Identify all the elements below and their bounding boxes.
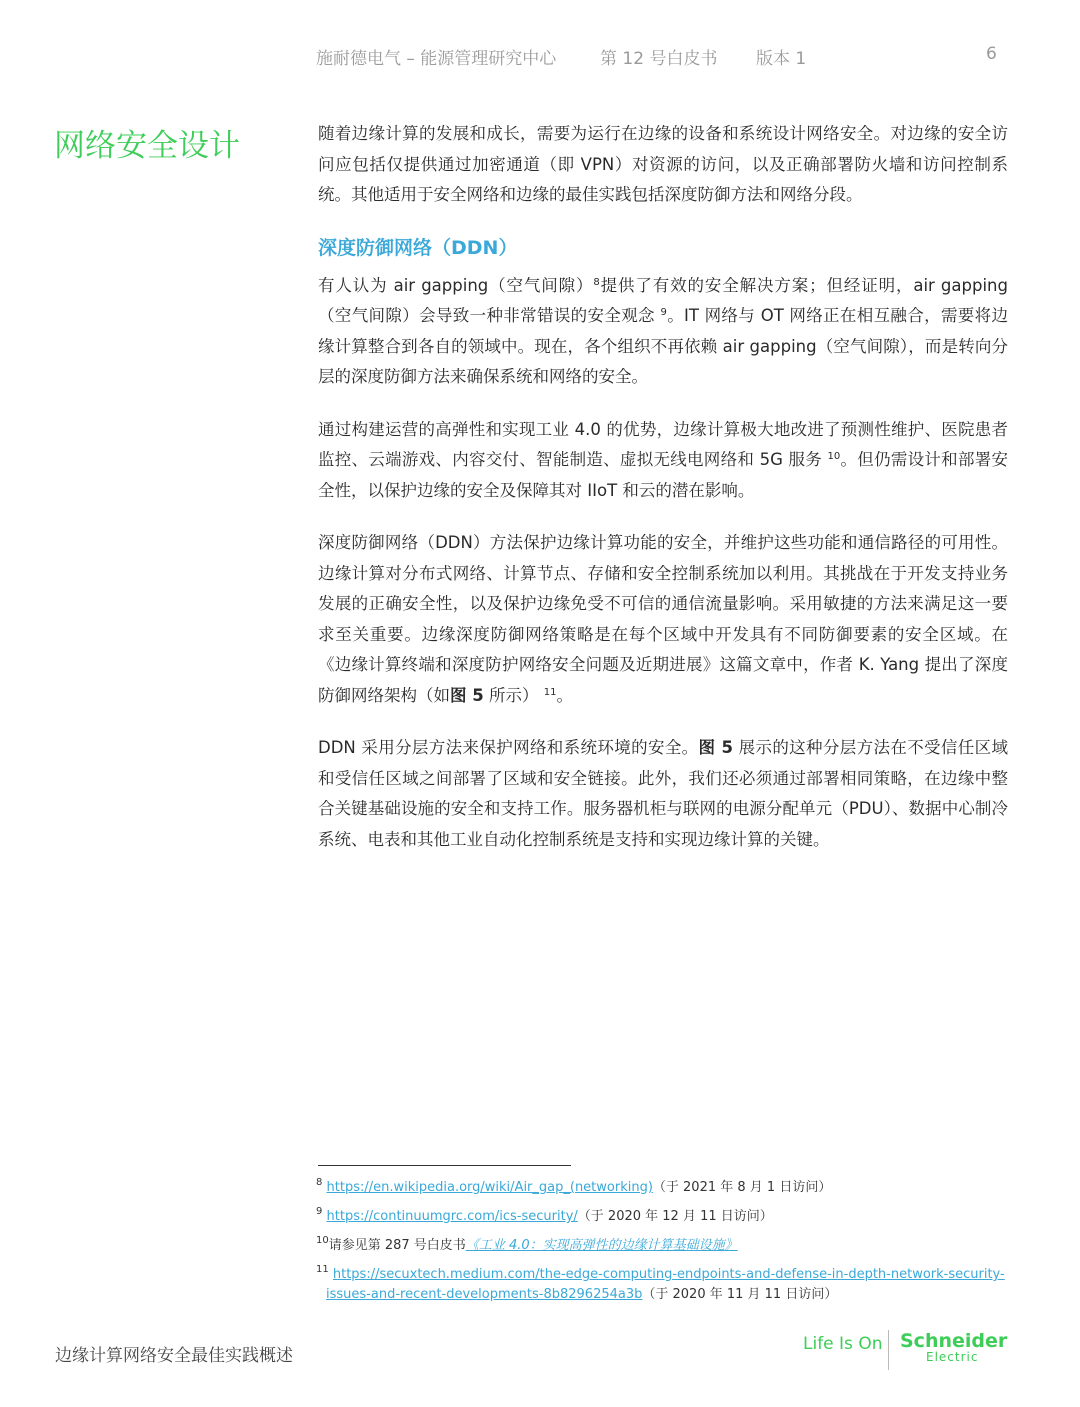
brand-divider <box>888 1330 889 1370</box>
footnote-divider <box>318 1165 571 1166</box>
paragraph-2: 通过构建运营的高弹性和实现工业 4.0 的优势，边缘计算极大地改进了预测性维护、医院患者监控、云端游戏、内容交付、智能制造、虚拟无线电网络和 5G 服务 $^{10}$。但仍需设计和部署安全性，以保护边缘的安全及保障其对 IIoT 和云的潜在影响。 <box>318 419 1008 500</box>
footnote-ref-9[interactable]: 9 <box>660 307 667 318</box>
footnote-11: $^{11}$ https://secuxtech.medium.com/the-edge-computing-endpoints-and-defense-in-depth-network-security- issues-and-recent-developments-8b8296254a3b（于 2020 年 11 月 11 日访问） <box>316 1264 1005 1302</box>
figure-ref: 图 5 <box>698 738 733 757</box>
footnotes <box>316 1178 1006 1314</box>
header-company: 施耐德电气 – 能源管理研究中心 <box>316 49 557 69</box>
paragraph-4: DDN 采用分层方法来保护网络和系统环境的安全。图 5 展示的这种分层方法在不受信任区域和受信任区域之间部署了区域和安全链接。此外，我们还必须通过部署相同策略，在边缘中整合关键基础设施的安全和支持工作。服务器机柜与联网的电源分配单元（PDU）、数据中心制冷系统、电表和其他工业自动化控制系统是支持和实现边缘计算的关键。 <box>318 738 1008 849</box>
footnote-ref-10[interactable]: 10 <box>827 451 841 462</box>
footnote-ref-11[interactable]: 11 <box>543 686 557 698</box>
footnote-10-link[interactable]: 《工业 4.0：实现高弹性的边缘计算基础设施》 <box>465 1238 738 1253</box>
footnote-8: $^8$ https://en.wikipedia.org/wiki/Air_gap_(networking)（于 2021 年 8 月 1 日访问） <box>316 1177 832 1195</box>
figure-ref: 图 5 <box>450 685 484 705</box>
brand-tagline: Life Is On <box>803 1334 883 1354</box>
paragraph-1: 有人认为 air gapping（空气间隙）$^8$提供了有效的安全解决方案；但经证明，air gapping（空气间隙）会导致一种非常错误的安全观念 $^9$。IT 网络与 OT 网络正在相互融合，需要将边缘计算整合到各自的领域中。现在，各个组织不再依赖 air gapping（空气间隙），而是转向分层的深度防御方法来确保系统和网络的安全。 <box>318 275 1008 386</box>
footnote-9-link[interactable]: https://continuumgrc.com/ics-security/ <box>326 1209 578 1224</box>
footnote-11-link-cont[interactable]: issues-and-recent-developments-8b8296254a3b <box>326 1287 643 1302</box>
section-heading: 深度防御网络（DDN） <box>318 236 518 259</box>
header-page-number: 6 <box>986 44 997 64</box>
page-header <box>316 44 1000 70</box>
electric-logo: Electric <box>926 1350 979 1364</box>
footnote-11-link[interactable]: https://secuxtech.medium.com/the-edge-computing-endpoints-and-defense-in-depth-network-security- <box>332 1267 1005 1282</box>
intro-paragraph: 随着边缘计算的发展和成长，需要为运行在边缘的设备和系统设计网络安全。对边缘的安全访问应包括仅提供通过加密通道（即 VPN）对资源的访问，以及正确部署防火墙和访问控制系统。其他适用于安全网络和边缘的最佳实践包括深度防御方法和网络分段。 <box>318 124 1008 204</box>
header-version: 版本 1 <box>756 49 807 69</box>
footer-brand <box>800 1330 1010 1374</box>
schneider-logo: Schneider <box>900 1330 1008 1352</box>
footnote-ref-8[interactable]: 8 <box>593 276 600 288</box>
footer-document-title: 边缘计算网络安全最佳实践概述 <box>55 1346 293 1366</box>
section-side-title: 网络安全设计 <box>54 128 240 164</box>
header-paper-number: 第 12 号白皮书 <box>600 49 718 69</box>
main-content <box>318 119 1008 877</box>
footnote-9: $^9$ https://continuumgrc.com/ics-security/（于 2020 年 12 月 11 日访问） <box>316 1206 773 1224</box>
paragraph-3: 深度防御网络（DDN）方法保护边缘计算功能的安全，并维护这些功能和通信路径的可用性。边缘计算对分布式网络、计算节点、存储和安全控制系统加以利用。其挑战在于开发支持业务发展的正确安全性，以及保护边缘免受不可信的通信流量影响。采用敏捷的方法来满足这一要求至关重要。边缘深度防御网络策略是在每个区域中开发具有不同防御要素的安全区域。在《边缘计算终端和深度防护网络安全问题及近期进展》这篇文章中，作者 K. Yang 提出了深度防御网络架构（如图 5 所示） $^{11}$。 <box>318 533 1008 705</box>
footnote-10: $^{10}$请参见第 287 号白皮书《工业 4.0：实现高弹性的边缘计算基础设施》 <box>316 1235 738 1253</box>
footnote-8-link[interactable]: https://en.wikipedia.org/wiki/Air_gap_(networking) <box>326 1180 653 1195</box>
